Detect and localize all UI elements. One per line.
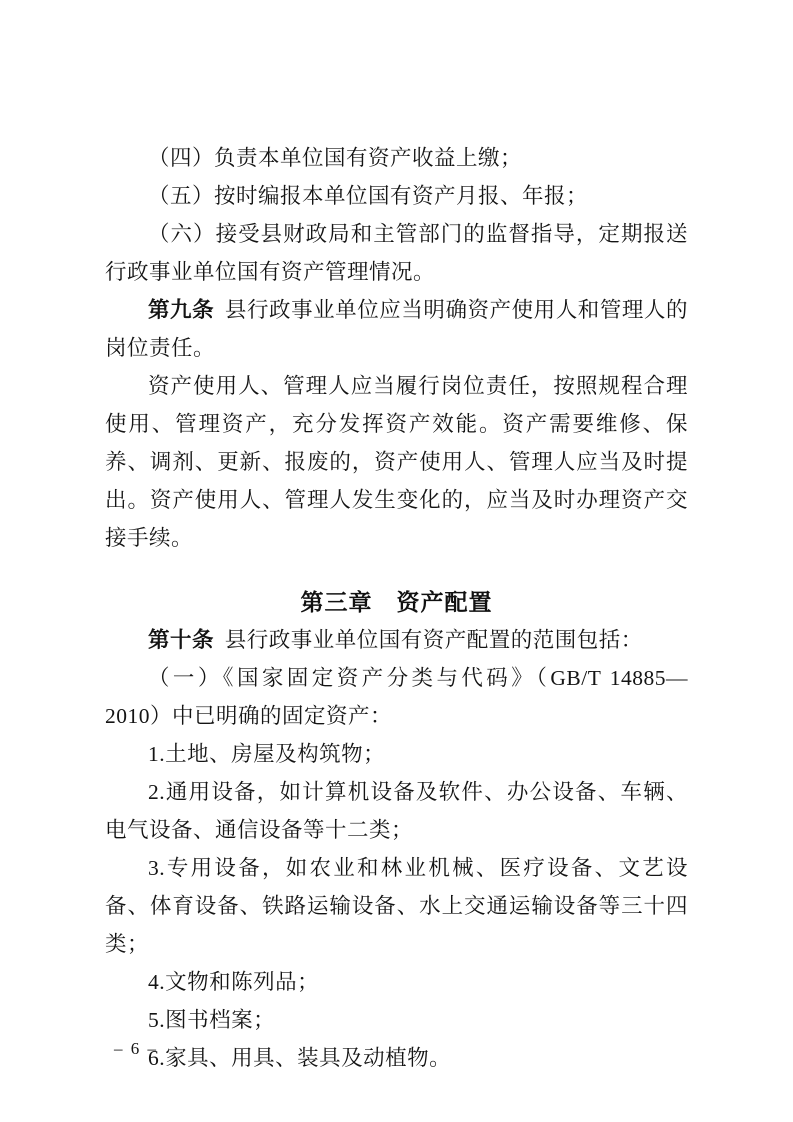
paragraph (105, 659, 688, 735)
paragraph-text: 资产使用人、管理人应当履行岗位责任，按照规程合理使用、管理资产，充分发挥资产效能。资产需要维修、保养、调剂、更新、报废的，资产使用人、管理人应当及时提出。资产使用人、管理人发生变化的，应当及时办理资产交接手续。 (105, 374, 688, 550)
paragraph (105, 139, 688, 177)
paragraph-text: 3.专用设备，如农业和林业机械、医疗设备、文艺设备、体育设备、铁路运输设备、水上交通运输设备等三十四类； (105, 856, 688, 956)
paragraph-text: （五）按时编报本单位国有资产月报、年报； (148, 184, 589, 208)
article-9-label: 第九条 (148, 298, 215, 322)
paragraph (105, 215, 688, 291)
list-item (105, 735, 688, 773)
paragraph-text: 4.文物和陈列品； (148, 970, 320, 994)
paragraph-text: 2.通用设备，如计算机设备及软件、办公设备、车辆、电气设备、通信设备等十二类； (105, 780, 688, 842)
paragraph-text: 5.图书档案； (148, 1008, 276, 1032)
paragraph-text: 1.土地、房屋及构筑物； (148, 742, 386, 766)
list-item (105, 1039, 688, 1077)
chapter-heading: 第三章 资产配置 (300, 589, 493, 615)
paragraph (105, 367, 688, 557)
list-item (105, 1001, 688, 1039)
paragraph-text: 县行政事业单位国有资产配置的范围包括： (224, 628, 643, 652)
list-item (105, 963, 688, 1001)
paragraph (105, 177, 688, 215)
list-item (105, 773, 688, 849)
document-body (105, 139, 688, 1077)
paragraph-text: 县行政事业单位应当明确资产使用人和管理人的岗位责任。 (105, 298, 688, 360)
paragraph-text: （六）接受县财政局和主管部门的监督指导，定期报送行政事业单位国有资产管理情况。 (105, 222, 688, 284)
paragraph (105, 621, 688, 659)
list-item (105, 849, 688, 963)
paragraph-text: （四）负责本单位国有资产收益上缴； (148, 146, 523, 170)
paragraph-text: （一）《国家固定资产分类与代码》（GB/T 14885—2010）中已明确的固定资产： (105, 666, 688, 728)
article-10-label: 第十条 (148, 628, 215, 652)
page-number: – 6 – (114, 1039, 158, 1058)
paragraph (105, 291, 688, 367)
paragraph-text: 6.家具、用具、装具及动植物。 (148, 1046, 452, 1070)
